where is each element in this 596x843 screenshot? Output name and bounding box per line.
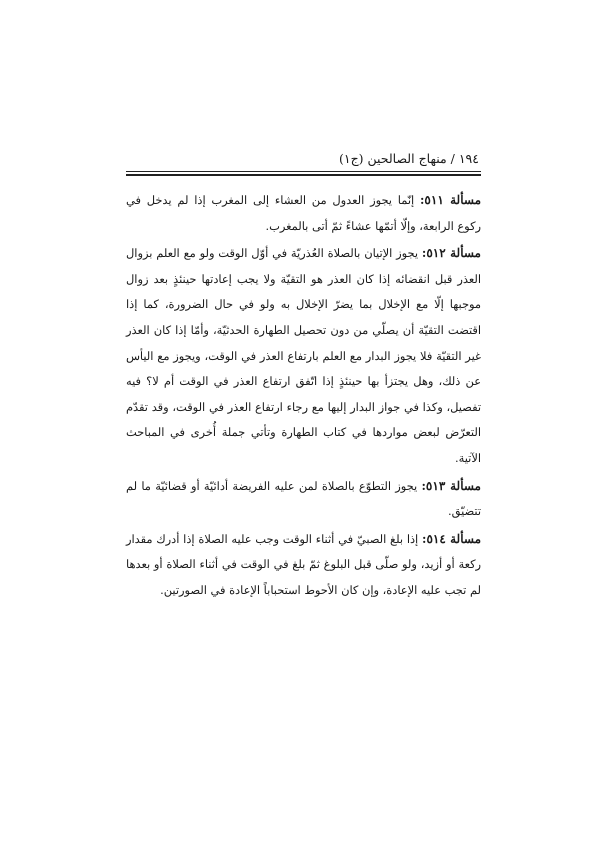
running-header: ١٩٤ / منهاج الصالحين (ج١) [338,151,479,166]
masala-text: يجوز الإتيان بالصلاة العُذريّة في أوّل الوقت ولو مع العلم بزوال العذر قبل انقضائه إذا كان العذر هو التقيّة ولا يجب إعادتها حينئذٍ بعد زوال موجبها إلّا مع الإخلال بما يضرّ الإخلال به ولو في حال الضرورة، كما إذا اقتضت التقيّة أن يصلّي من دون تحصيل الطهارة الحدثيّة، وأمّا إذا كان العذر غير التقيّة فلا يجوز البدار مع العلم بارتفاع العذر في الوقت، ويجوز مع اليأس عن ذلك، وهل يجتزأ بها حينئذٍ إذا اتّفق ارتفاع العذر في الوقت أم لا؟ فيه تفصيل، وكذا في جواز البدار إليها مع رجاء ارتفاع العذر في الوقت، وقد تقدّم التعرّض لبعض مواردها في كتاب الطهارة وتأتي جملة أُخرى في المباحث الآتية. [126,246,481,465]
masala-label: مسألة ٥١٣: [421,478,481,493]
masala-label: مسألة ٥١٤: [422,531,481,546]
masala-513-paragraph [126,474,481,525]
masala-text: يجوز التطوّع بالصلاة لمن عليه الفريضة أدائيّة أو قضائيّة ما لم تتضيّق. [126,478,481,519]
header-rule-thick [126,174,481,176]
masala-text: إنّما يجوز العدول من العشاء إلى المغرب إذا لم يدخل في ركوع الرابعة، وإلّا أتمّها عشاءً ثمّ أتى بالمغرب. [126,193,481,233]
masala-label: مسألة ٥١٢: [421,246,481,261]
book-page [126,150,481,606]
masala-514-paragraph [126,527,481,604]
masala-512-paragraph [126,241,481,471]
masala-511-paragraph [126,188,481,239]
masala-label: مسألة ٥١١: [419,193,482,207]
header-rule-thin [126,171,481,172]
masala-text: إذا بلغ الصبيّ في أثناء الوقت وجب عليه الصلاة إذا أدرك مقدار ركعة أو أزيد، ولو صلّى قبل البلوغ ثمّ بلغ في الوقت في أثناء الصلاة أو بعدها لم تجب عليه الإعادة، وإن كان الأحوط استحباباً الإعادة في الصورتين. [126,531,481,597]
page-body [126,188,481,604]
